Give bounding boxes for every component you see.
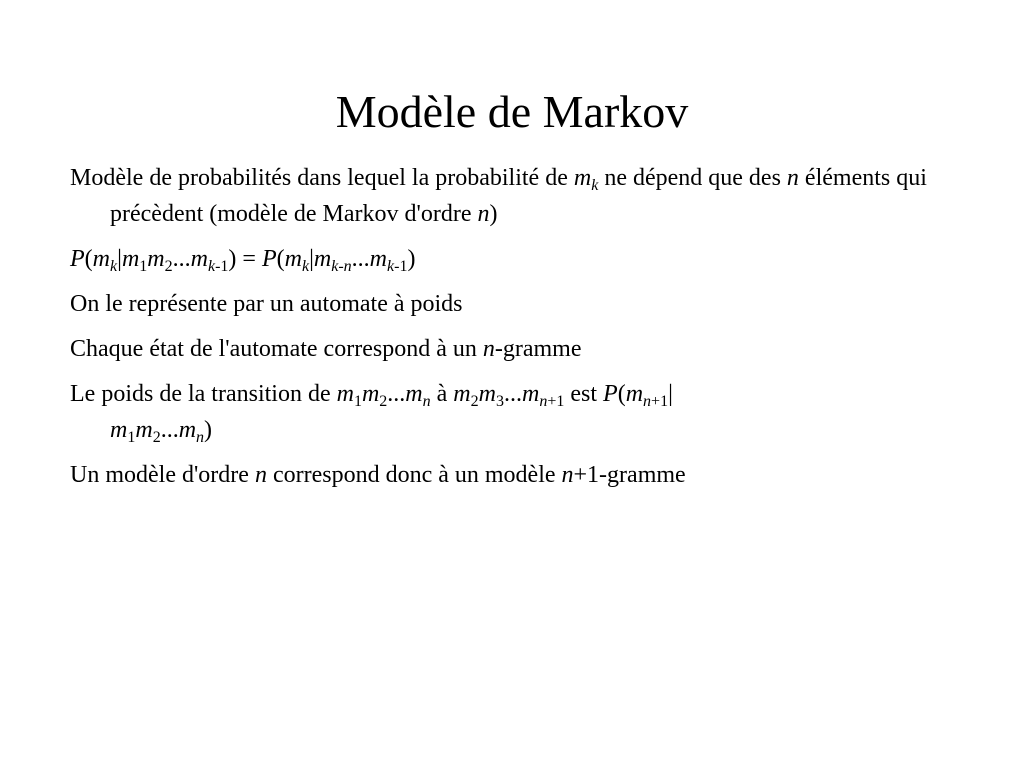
- text: Modèle de probabilités dans lequel la probabilité de: [70, 165, 574, 191]
- text: correspond donc à un modèle: [266, 462, 562, 488]
- var-m: m: [92, 246, 111, 272]
- slide-title: Modèle de Markov: [335, 86, 689, 137]
- bullet-state: [70, 331, 970, 367]
- text: ): [407, 246, 416, 272]
- sub-n: n: [196, 429, 205, 446]
- bullet-transition-weight: [70, 376, 970, 448]
- var-m: m: [284, 246, 302, 272]
- text: ne dépend que des: [598, 165, 787, 191]
- sub-k: k: [110, 258, 118, 275]
- sub-k: k: [591, 177, 599, 194]
- sub-n: n: [643, 393, 652, 410]
- var-n: n: [254, 462, 267, 488]
- var-m: m: [521, 381, 540, 407]
- sub-minus-1: -1: [215, 258, 229, 275]
- bullet-order: [70, 457, 970, 493]
- var-P: P: [261, 246, 277, 272]
- sub-k: k: [301, 258, 310, 275]
- var-m: m: [573, 165, 592, 191]
- sub-1: 1: [127, 429, 136, 446]
- sub-plus-1: +1: [547, 393, 565, 410]
- text: ...: [503, 381, 522, 407]
- text: ...: [387, 381, 406, 407]
- text: (: [276, 246, 285, 272]
- text: +1-gramme: [573, 462, 686, 488]
- text: ): [204, 417, 213, 443]
- bullet-automaton: [70, 286, 970, 322]
- sub-dash: -: [338, 258, 344, 275]
- sub-3: 3: [495, 393, 504, 410]
- var-m: m: [178, 417, 197, 443]
- slide-content: [70, 160, 970, 502]
- var-m: m: [405, 381, 423, 407]
- text: (: [84, 246, 93, 272]
- var-n: n: [482, 336, 495, 362]
- var-m: m: [336, 381, 354, 407]
- sub-k: k: [387, 258, 395, 275]
- var-m: m: [190, 246, 208, 272]
- text: Chaque état de l'automate correspond à un: [70, 336, 483, 362]
- var-n: n: [561, 462, 574, 488]
- var-m: m: [361, 381, 380, 407]
- sub-k: k: [331, 258, 339, 275]
- sub-1: 1: [353, 393, 362, 410]
- sub-n: n: [539, 393, 548, 410]
- text: à: [430, 381, 454, 407]
- var-m: m: [147, 246, 165, 272]
- text: est: [564, 381, 604, 407]
- bullet-formula: [70, 241, 970, 277]
- var-P: P: [603, 381, 618, 407]
- var-m: m: [453, 381, 471, 407]
- text: ...: [160, 417, 179, 443]
- var-m: m: [369, 246, 387, 272]
- text: ...: [172, 246, 191, 272]
- var-m: m: [121, 246, 140, 272]
- var-m: m: [110, 417, 128, 443]
- text: (: [617, 381, 626, 407]
- var-P: P: [70, 246, 85, 272]
- sub-plus-1: +1: [651, 393, 669, 410]
- var-m: m: [313, 246, 332, 272]
- text: |: [668, 381, 673, 407]
- var-m: m: [478, 381, 496, 407]
- text: éléments qui précèdent (modèle de Markov d'ordre: [110, 165, 927, 227]
- text: |: [117, 246, 122, 272]
- sub-k: k: [207, 258, 216, 275]
- sub-n: n: [422, 393, 431, 410]
- text: ): [489, 201, 498, 227]
- text: ...: [351, 246, 370, 272]
- var-m: m: [135, 417, 153, 443]
- sub-2: 2: [379, 393, 388, 410]
- sub-1: 1: [139, 258, 148, 275]
- var-n: n: [786, 165, 799, 191]
- sub-n: n: [343, 258, 352, 275]
- text: |: [309, 246, 314, 272]
- sub-2: 2: [152, 429, 161, 446]
- text: On le représente par un automate à poids: [70, 291, 463, 317]
- text: -gramme: [494, 336, 582, 362]
- text: Le poids de la transition de: [70, 381, 337, 407]
- sub-minus-1: -1: [394, 258, 408, 275]
- text: Un modèle d'ordre: [70, 462, 255, 488]
- bullet-definition: [70, 160, 970, 232]
- sub-2: 2: [164, 258, 173, 275]
- var-m: m: [625, 381, 644, 407]
- text: ) =: [228, 246, 262, 272]
- var-n: n: [477, 201, 490, 227]
- sub-2: 2: [470, 393, 479, 410]
